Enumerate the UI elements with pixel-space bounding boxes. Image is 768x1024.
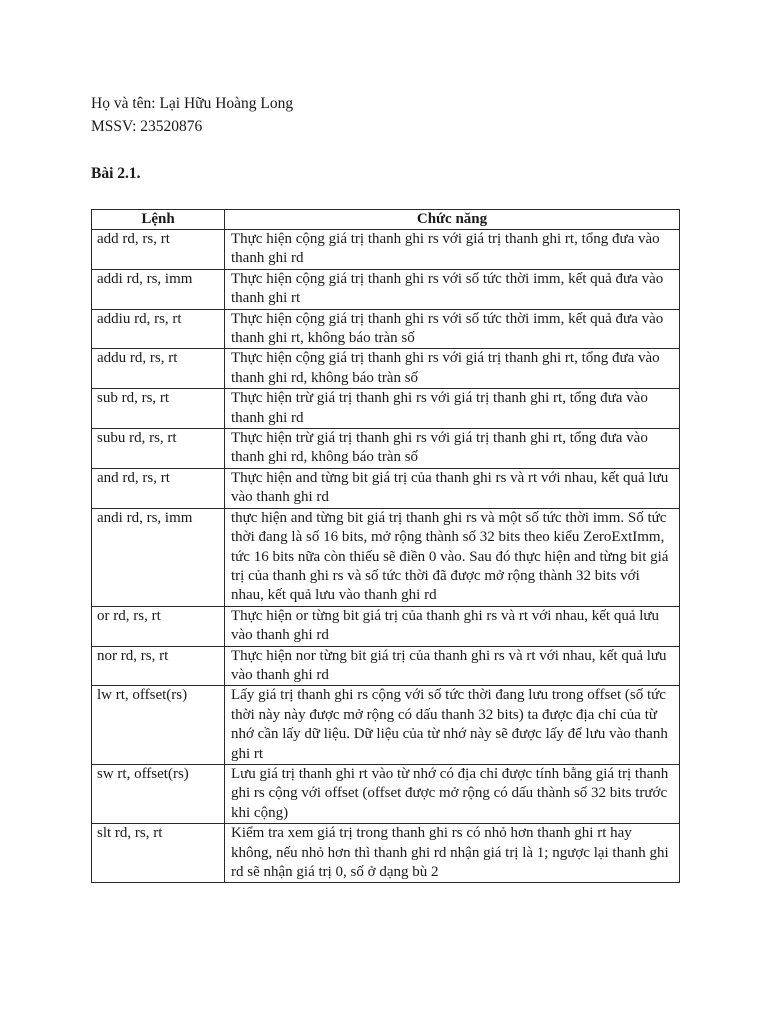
table-row — [92, 646, 680, 686]
description-cell: Thực hiện cộng giá trị thanh ghi rs với giá trị thanh ghi rt, tổng đưa vào thanh ghi rd — [225, 230, 680, 270]
table-row — [92, 764, 680, 823]
table-header-row — [92, 210, 680, 230]
student-name-line: Họ và tên: Lại Hữu Hoàng Long — [91, 95, 294, 112]
instruction-cell: add rd, rs, rt — [92, 230, 225, 270]
description-cell: Thực hiện cộng giá trị thanh ghi rs với số tức thời imm, kết quả đưa vào thanh ghi rt — [225, 269, 680, 309]
instruction-cell: and rd, rs, rt — [92, 468, 225, 508]
description-cell: Lưu giá trị thanh ghi rt vào từ nhớ có địa chỉ được tính bằng giá trị thanh ghi rs cộng với offset (offset được mở rộng có dấu thành số 32 bits trước khi cộng) — [225, 764, 680, 823]
table-row — [92, 508, 680, 606]
description-cell: Thực hiện nor từng bit giá trị của thanh ghi rs và rt với nhau, kết quả lưu vào thanh ghi rd — [225, 646, 680, 686]
description-cell: Thực hiện cộng giá trị thanh ghi rs với số tức thời imm, kết quả đưa vào thanh ghi rt, không báo tràn số — [225, 309, 680, 349]
table-row — [92, 309, 680, 349]
column-header-function: Chức năng — [225, 210, 680, 230]
table-row — [92, 824, 680, 883]
instruction-cell: addu rd, rs, rt — [92, 349, 225, 389]
description-cell: thực hiện and từng bit giá trị thanh ghi rs và một số tức thời imm. Số tức thời đang là số 16 bits, mở rộng thành số 32 bits theo kiểu ZeroExtImm, tức 16 bits nữa còn thiếu sẽ điền 0 vào. Sau đó thực hiện and từng bit giá trị của thanh ghi rs và số tức thời đã được mở rộng thành 32 bits với nhau, kết quả lưu vào thanh ghi rd — [225, 508, 680, 606]
instruction-cell: sub rd, rs, rt — [92, 389, 225, 429]
instruction-cell: addi rd, rs, imm — [92, 269, 225, 309]
instruction-cell: sw rt, offset(rs) — [92, 764, 225, 823]
table-row — [92, 686, 680, 765]
instruction-cell: or rd, rs, rt — [92, 606, 225, 646]
student-id-line: MSSV: 23520876 — [91, 118, 203, 135]
instruction-cell: subu rd, rs, rt — [92, 429, 225, 469]
description-cell: Thực hiện trừ giá trị thanh ghi rs với giá trị thanh ghi rt, tổng đưa vào thanh ghi rd — [225, 389, 680, 429]
description-cell: Kiểm tra xem giá trị trong thanh ghi rs có nhỏ hơn thanh ghi rt hay không, nếu nhỏ hơn thì thanh ghi rd nhận giá trị là 1; ngược lại thanh ghi rd sẽ nhận giá trị 0, số ở dạng bù 2 — [225, 824, 680, 883]
table-row — [92, 230, 680, 270]
exercise-title: Bài 2.1. — [91, 165, 141, 182]
instruction-cell: lw rt, offset(rs) — [92, 686, 225, 765]
description-cell: Lấy giá trị thanh ghi rs cộng với số tức thời đang lưu trong offset (số tức thời này này được mở rộng có dấu thanh 32 bits) ta được địa chỉ của từ nhớ cần lấy dữ liệu. Dữ liệu của từ nhớ này sẽ được lấy để lưu vào thanh ghi rt — [225, 686, 680, 765]
table-row — [92, 468, 680, 508]
instruction-cell: addiu rd, rs, rt — [92, 309, 225, 349]
description-cell: Thực hiện trừ giá trị thanh ghi rs với giá trị thanh ghi rt, tổng đưa vào thanh ghi rd, không báo tràn số — [225, 429, 680, 469]
table-row — [92, 349, 680, 389]
table-row — [92, 389, 680, 429]
instruction-cell: nor rd, rs, rt — [92, 646, 225, 686]
instruction-cell: slt rd, rs, rt — [92, 824, 225, 883]
instruction-table — [91, 209, 680, 883]
column-header-instruction: Lệnh — [92, 210, 225, 230]
description-cell: Thực hiện and từng bit giá trị của thanh ghi rs và rt với nhau, kết quả lưu vào thanh ghi rd — [225, 468, 680, 508]
description-cell: Thực hiện cộng giá trị thanh ghi rs với giá trị thanh ghi rt, tổng đưa vào thanh ghi rd, không báo tràn số — [225, 349, 680, 389]
table-row — [92, 606, 680, 646]
table-row — [92, 429, 680, 469]
description-cell: Thực hiện or từng bit giá trị của thanh ghi rs và rt với nhau, kết quả lưu vào thanh ghi rd — [225, 606, 680, 646]
instruction-cell: andi rd, rs, imm — [92, 508, 225, 606]
table-row — [92, 269, 680, 309]
